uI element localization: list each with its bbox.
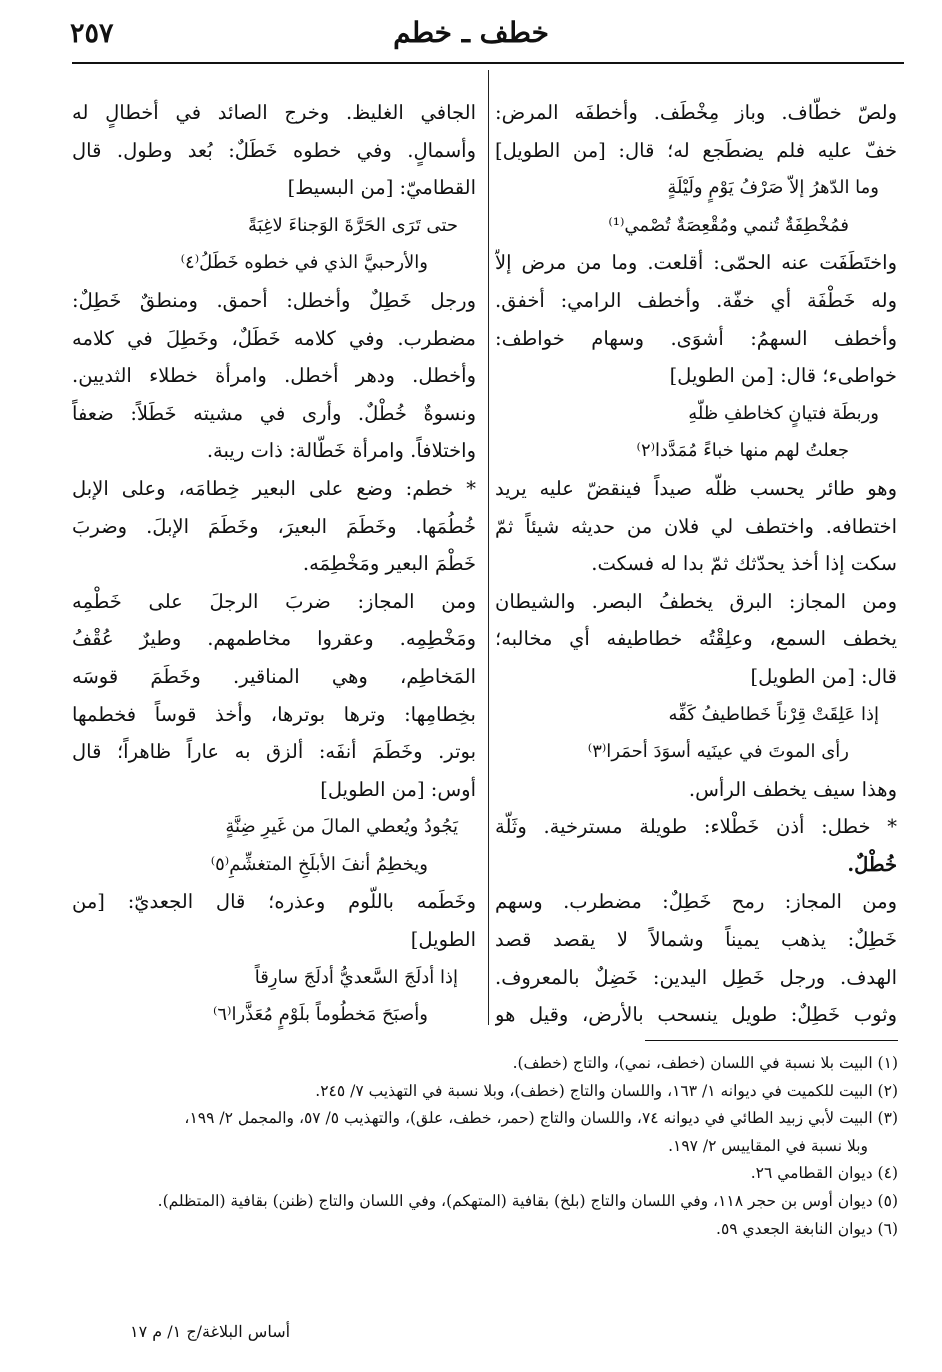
left-column-line: حتى تَرَى الحَرَّةَ الوَجناءَ لاغِبَةً [248, 214, 458, 236]
left-column-line: إذا أدلَجَ السَّعديُّ أدلَجَ سارِقاً [254, 966, 458, 988]
right-column-line: يخطف السمع، وعلِقْتُه خطاطيفه أي مخالبه؛ [495, 627, 897, 651]
left-column-line: بوتر. وخَطَمَ أنفَه: ألزق به عاراً ظاهراً؛ قال [72, 740, 476, 764]
left-column-line: مضطرب. وفي كلامه خَطَلٌ، وخَطِلَ في كلامه [72, 326, 476, 350]
left-column-line: ورجل خَطِلٌ وأخطل: أحمق. ومنطقٌ خَطِلٌ: [72, 288, 476, 312]
left-column-line: وأخطل. ودهر أخطل. وامرأة خطلاء الثديين. [72, 364, 476, 388]
right-column-line: وما الدّهرُ إلاّ صَرْفُ يَوْمٍ ولَيْلَةٍ [667, 177, 879, 199]
left-column-line: والأرحبيَّ الذي في خطوه خَطَلُ⁽٤⁾ [180, 252, 428, 274]
right-column-line: وله خَطْفَة أي خفّة. وأخطف الرامي: أخفق. [495, 288, 897, 312]
right-column-line: إذا عَلِقَتْ قِرْناً خَطاطيفُ كَفِّه [668, 703, 879, 725]
left-column [72, 94, 476, 1044]
left-column-line: الطويل] [410, 928, 476, 952]
footnote: (٣) البيت لأبي زبيد الطائي في ديوانه ٧٤، واللسان والتاج (حمر، خطف، علق)، والتهذيب ٥/ ٥٧، والمجمل ٢/ ١٩٩، [184, 1109, 898, 1128]
left-column-line: خُطُمَها. وخَطَمَ البعيرَ، وخَطَمَ الإبلَ. وضربَ [72, 514, 476, 538]
footnote: (٦) ديوان النابغة الجعدي ٥٩. [716, 1219, 898, 1238]
right-column-line: جعلتُ لهم منها خباءً مُمَدَّدا⁽٢⁾ [636, 440, 849, 462]
left-column-line: واختلافاً. وامرأة خَطّالة: ذات ريبة. [206, 439, 476, 463]
left-column-line: القطاميّ: [من البسيط] [287, 176, 476, 200]
left-column-line: ونسوةٌ خُطْلٌ. وأرى في مشيته خَطَلاً: ضعفاً [72, 401, 476, 425]
right-column-line: خفّ عليه فلم يضطَجع له؛ قال: [من الطويل] [495, 138, 897, 162]
left-column-line: وأسمالٍ. وفي خطوه خَطَلٌ: بُعد وطول. قال [72, 138, 476, 162]
footnote: (٢) البيت للكميت في ديوانه ١/ ١٦٣، واللسان والتاج (خطف)، وبلا نسبة في التهذيب ٧/ ٢٤٥. [315, 1081, 898, 1100]
footnote: (٤) ديوان القطامي ٢٦. [750, 1164, 898, 1183]
footnote-rule [645, 1040, 898, 1041]
left-column-line: ومَخْطِمِه. وعقروا مخاطمهم. وطيرٌ عُقْفُ [72, 627, 476, 651]
footnote: وبلا نسبة في المقاييس ٢/ ١٩٧. [668, 1136, 868, 1155]
right-column-line: اختطافه. واختطف لي فلان من حديثه شيئاً ثمّ [495, 514, 897, 538]
right-column-line: وهذا سيف يخطف الرأس. [688, 777, 897, 801]
right-column-line: ولصّ خطّاف. وباز مِخْطَف. وأخطفَه المرض: [495, 101, 897, 124]
right-column-line: واختَطَفَت عنه الحمّى: أقلعت. وما من مرض إلاّ [495, 251, 897, 275]
footnote: (٥) ديوان أوس بن حجر ١١٨، وفي اللسان والتاج (بلخ) بقافية (المتهكم)، وفي اللسان والتاج (ظنن) بقافية (المتظلم). [157, 1191, 898, 1210]
footnote: (١) البيت بلا نسبة في اللسان (خطف، نمي)، والتاج (خطف). [512, 1054, 898, 1072]
right-column-line: فمُخْطِفَةٌ تُنمي ومُقْعِصَةٌ تُصْمي⁽¹⁾ [608, 214, 849, 236]
page-header [40, 8, 902, 56]
right-column-line: وربطَة فتيانٍ كخاطفِ ظلّهِ [688, 402, 879, 424]
right-column-line: وهو طائر يحسب ظلّه صيداً فينقضّ عليه يريد [495, 476, 897, 500]
left-column-line: بخِطامِها: وترها بوترها، وأخذ قوساً فخطمها [72, 702, 476, 726]
column-divider [488, 70, 489, 1025]
left-column-line: يَجُودُ ويُعطي المالَ من غَيرِ ضِنَّةٍ [225, 816, 458, 838]
right-column-line: سكت إذا أخذ يحدّثك ثمّ بدا له فسكت. [591, 552, 897, 576]
right-column-line: خواطىء؛ قال: [من الطويل] [669, 364, 897, 388]
right-column-line: قال: [من الطويل] [750, 664, 897, 688]
page-footer: أساس البلاغة/ج ١/ م ١٧ [130, 1322, 291, 1341]
left-column-line: ويخطِمُ أنفَ الأبلَخِ المتغشِّمِ⁽٥⁾ [210, 853, 428, 875]
header-rule [72, 62, 904, 64]
right-column-line: الهدف. ورجل خَطِل اليدين: خَضِلٌ بالمعروف. [495, 965, 897, 989]
right-column-line: وأخطف السهمُ: أشوَى. وسهام خواطف: [495, 326, 897, 350]
footnotes [72, 1050, 898, 1243]
left-column-line: وخَطَمه باللّوم وعذره؛ قال الجعديّ: [من [72, 890, 476, 914]
left-column-line: المَخاطِم، وهي المناقير. وخَطَمَ قوسَه [72, 664, 476, 688]
right-column-line: ومن المجاز: رمح خَطِلٌ: مضطرب. وسهم [495, 890, 897, 914]
left-column-line: ومن المجاز: ضربَ الرجلَ على خَطْمِه [72, 589, 476, 613]
left-column-line: وأصبَحَ مَخطُوماً بلَوْمٍ مُعَذَّرا⁽٦⁾ [212, 1004, 428, 1026]
right-column-line: خَطِلٌ: يذهب يميناً وشمالاً لا يقصد قصد [495, 928, 897, 952]
page-title: خطف ـ خطم [393, 16, 549, 49]
left-column-line: أوس: [من الطويل] [320, 777, 476, 801]
right-column-line: خُطْلٌ. [847, 852, 897, 876]
left-column-line: الجافي الغليظ. وخرج الصائد في أخطالٍ له [72, 101, 476, 124]
page-number: ٢٥٧ [70, 18, 114, 49]
right-column-line: رأى الموتَ في عينَيه أسوَدَ أحمَرا⁽٣⁾ [587, 741, 849, 763]
right-column-line: ومن المجاز: البرق يخطفُ البصر. والشيطان [495, 589, 897, 613]
right-column [495, 94, 897, 1044]
left-column-line: * خطم: وضع على البعير خِطامَه، وعلى الإبل [72, 476, 476, 500]
right-column-line: وثوب خَطِلٌ: طويل ينسحب بالأرض، وقيل هو [495, 1003, 897, 1027]
right-column-line: * خطل: أذن خَطْلاء: طويلة مسترخية. وثَلّة [495, 815, 897, 839]
left-column-line: خَطْمَ البعير ومَخْطِمَه. [302, 552, 476, 576]
